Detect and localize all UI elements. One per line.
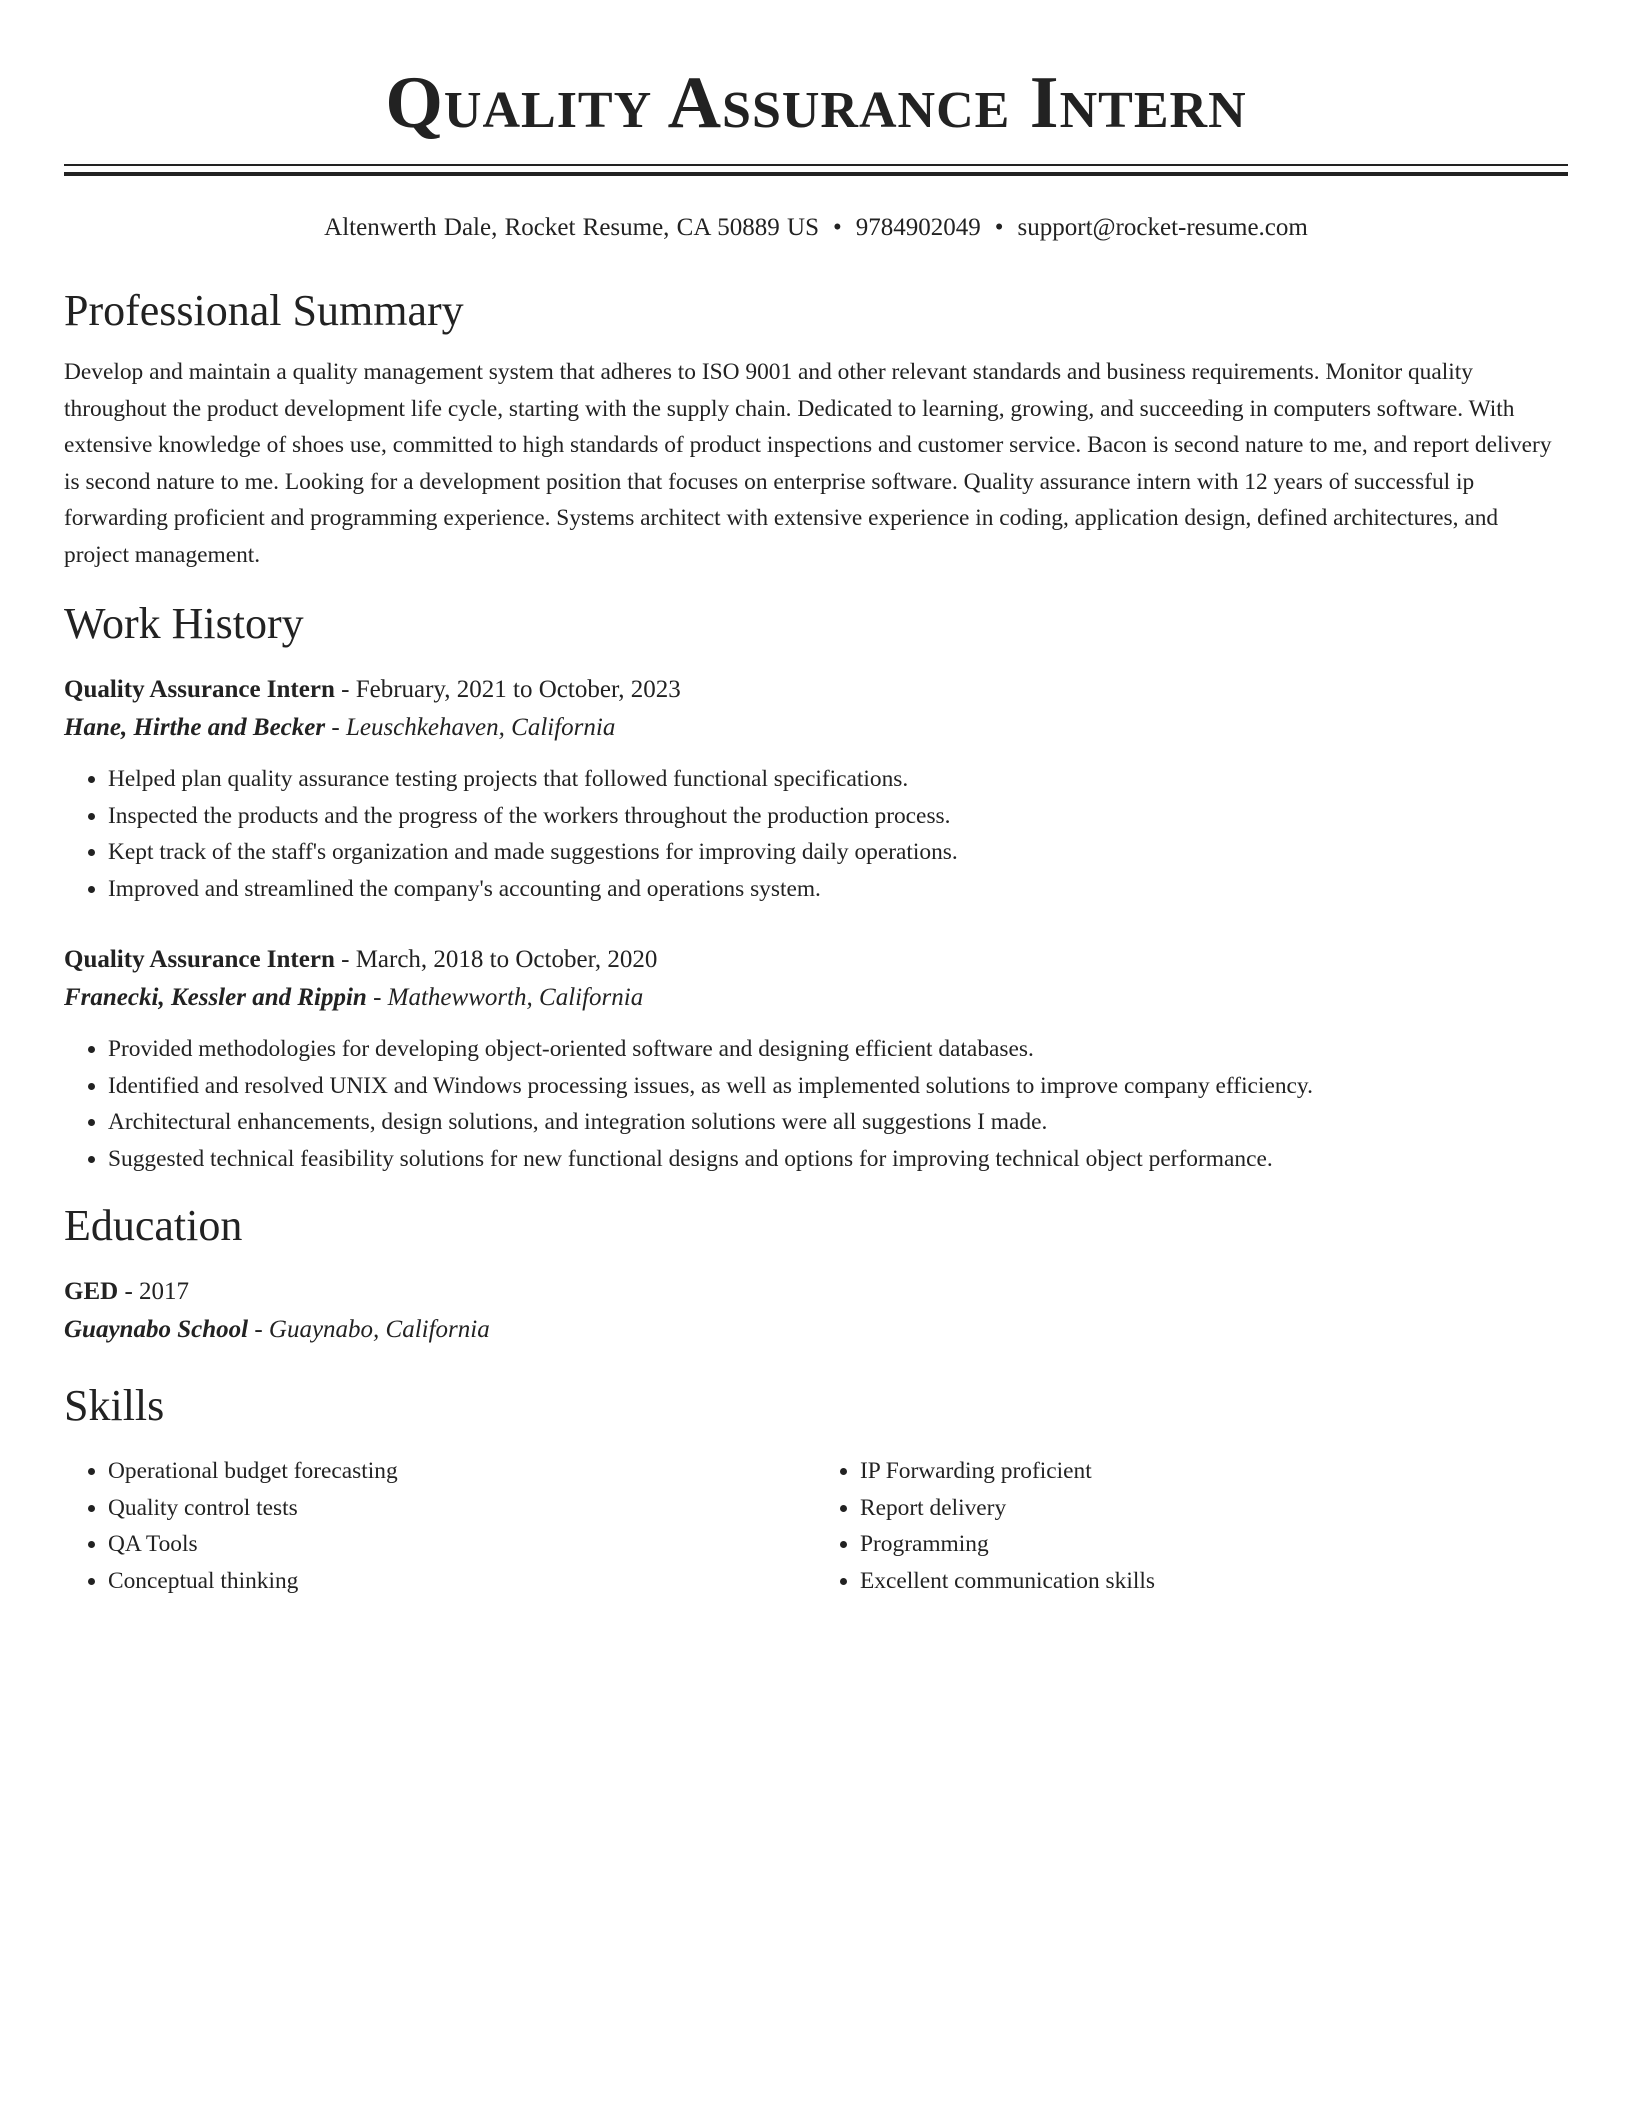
job-bullet: • Suggested technical feasibility solutions for new functional designs and options for improving technical object performance. <box>108 1141 1568 1178</box>
skill-item: • Excellent communication skills <box>860 1563 1568 1600</box>
dash: - <box>254 1316 263 1343</box>
education-degree-line <box>64 1273 1568 1311</box>
skill-item: • IP Forwarding proficient <box>860 1453 1568 1490</box>
job-bullets <box>64 1031 1568 1177</box>
education-school: Guaynabo School <box>64 1316 249 1343</box>
job-bullet: • Helped plan quality assurance testing projects that followed functional specifications. <box>108 761 1568 798</box>
skill-item: • Programming <box>860 1526 1568 1563</box>
resume-title: Quality Assurance Intern <box>385 62 1247 144</box>
section-heading-work-history: Work History <box>64 599 304 648</box>
skill-item: • QA Tools <box>108 1526 816 1563</box>
job-company: Franecki, Kessler and Rippin <box>64 984 367 1011</box>
job-role-line <box>64 941 1568 979</box>
education-degree: GED <box>64 1278 119 1305</box>
job-entry <box>64 941 1568 1177</box>
job-title: Quality Assurance Intern <box>64 946 335 973</box>
job-bullet: • Improved and streamlined the company's accounting and operations system. <box>108 871 1568 908</box>
skill-item: • Report delivery <box>860 1490 1568 1527</box>
section-heading-education: Education <box>64 1201 243 1250</box>
job-bullet: • Inspected the products and the progress of the workers throughout the production process. <box>108 798 1568 835</box>
job-dates: February, 2021 to October, 2023 <box>355 676 681 703</box>
skills-list-left <box>64 1453 816 1599</box>
skill-item: • Conceptual thinking <box>108 1563 816 1600</box>
job-company-line <box>64 709 1568 747</box>
contact-phone: 9784902049 <box>855 214 981 241</box>
summary-text: Develop and maintain a quality management system that adheres to ISO 9001 and other relevant standards and business requirements. Monitor quality throughout the product development life cycle, starting with the supply chain. Dedicated to learning, growing, and succeeding in computers software. With extensive knowledge of shoes use, committed to high standards of product inspections and customer service. Bacon is second nature to me, and report delivery is second nature to me. Looking for a development position that focuses on enterprise software. Quality assurance intern with 12 years of successful ip forwarding proficient and programming experience. Systems architect with extensive experience in coding, application design, defined architectures, and project management. <box>64 359 1552 568</box>
education-location: Guaynabo, California <box>268 1316 490 1343</box>
job-bullet: • Architectural enhancements, design solutions, and integration solutions were all suggestions I made. <box>108 1104 1568 1141</box>
job-bullet: • Provided methodologies for developing object-oriented software and designing efficient databases. <box>108 1031 1568 1068</box>
section-heading-skills: Skills <box>64 1381 165 1430</box>
contact-address: Altenwerth Dale, Rocket Resume, CA 50889 US <box>324 214 819 241</box>
skills-list-right <box>816 1453 1568 1599</box>
job-title: Quality Assurance Intern <box>64 676 335 703</box>
education-school-line <box>64 1311 1568 1349</box>
job-company: Hane, Hirthe and Becker <box>64 714 326 741</box>
dash: - <box>331 714 340 741</box>
job-location: Mathewworth, California <box>387 984 644 1011</box>
section-heading-summary: Professional Summary <box>64 286 464 335</box>
job-entry <box>64 671 1568 907</box>
contact-line <box>64 212 1568 244</box>
education-entry <box>64 1273 1568 1349</box>
job-dates: March, 2018 to October, 2020 <box>355 946 658 973</box>
job-location: Leuschkehaven, California <box>345 714 616 741</box>
dash: - <box>373 984 382 1011</box>
dash: - <box>341 946 350 973</box>
skill-item: • Operational budget forecasting <box>108 1453 816 1490</box>
skill-item: • Quality control tests <box>108 1490 816 1527</box>
job-role-line <box>64 671 1568 709</box>
title-rule-thin <box>64 164 1568 166</box>
job-bullet: • Identified and resolved UNIX and Windows processing issues, as well as implemented solutions to improve company efficiency. <box>108 1068 1568 1105</box>
contact-email: support@rocket-resume.com <box>1017 214 1308 241</box>
dash: - <box>124 1278 133 1305</box>
contact-separator: • <box>994 214 1004 241</box>
job-bullets <box>64 761 1568 907</box>
job-bullet: • Kept track of the staff's organization and made suggestions for improving daily operations. <box>108 834 1568 871</box>
job-company-line <box>64 979 1568 1017</box>
contact-separator: • <box>833 214 842 241</box>
education-year: 2017 <box>139 1278 190 1305</box>
skills-columns <box>64 1453 1568 1599</box>
title-rule-thick <box>64 172 1568 176</box>
dash: - <box>341 676 350 703</box>
